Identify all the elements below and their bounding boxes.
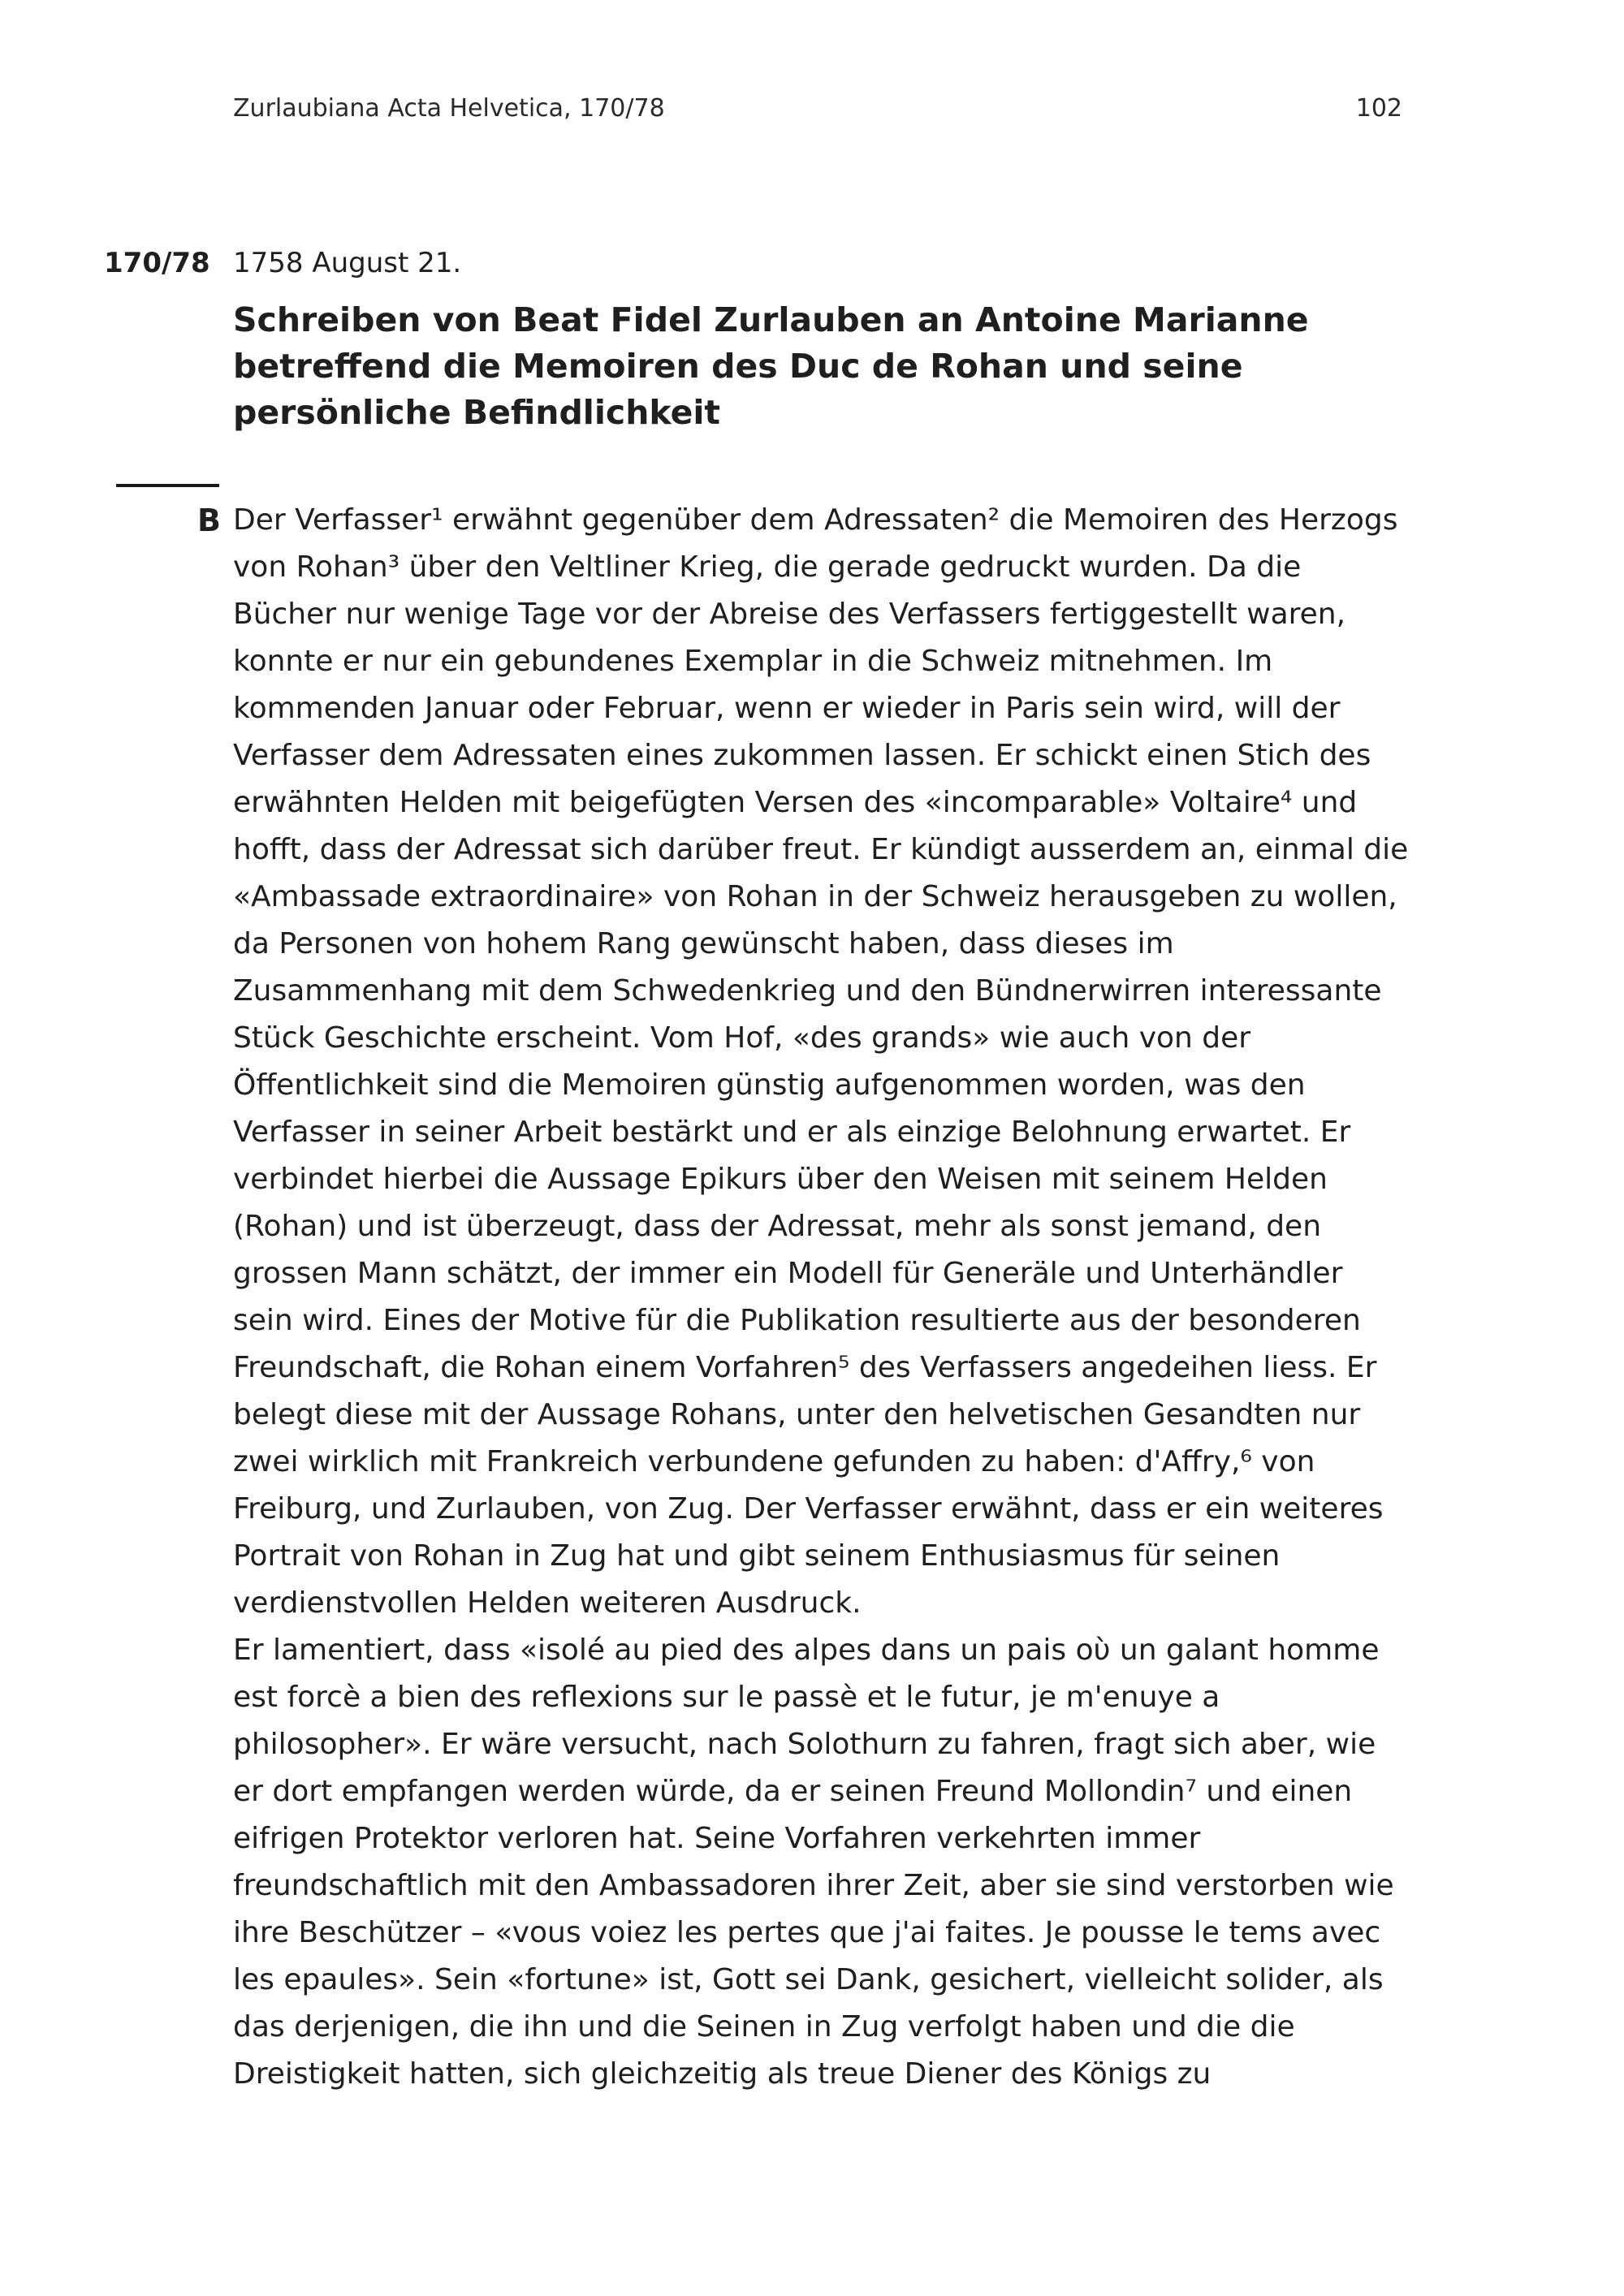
body-line: Freiburg, und Zurlauben, von Zug. Der Verfasser erwähnt, dass er ein weiteres [233, 1492, 1384, 1526]
page-number: 102 [1355, 94, 1402, 123]
body-line: konnte er nur ein gebundenes Exemplar in die Schweiz mitnehmen. Im [233, 645, 1273, 678]
title-line: persönliche Befindlichkeit [233, 393, 721, 432]
body-line: er dort empfangen werden würde, da er seinen Freund Mollondin⁷ und einen [233, 1775, 1353, 1808]
body-line: (Rohan) und ist überzeugt, dass der Adressat, mehr als sonst jemand, den [233, 1210, 1322, 1243]
body-line: Stück Geschichte erscheint. Vom Hof, «des grands» wie auch von der [233, 1021, 1251, 1055]
body-line: kommenden Januar oder Februar, wenn er wieder in Paris sein wird, will der [233, 692, 1341, 725]
body-line: «Ambassade extraordinaire» von Rohan in der Schweiz herausgeben zu wollen, [233, 880, 1397, 913]
body-line: hofft, dass der Adressat sich darüber freut. Er kündigt ausserdem an, einmal die [233, 833, 1409, 866]
body-line: Er lamentiert, dass «isolé au pied des alpes dans un pais oὺ un galant homme [233, 1634, 1380, 1667]
body-line: sein wird. Eines der Motive für die Publikation resultierte aus der besonderen [233, 1304, 1361, 1337]
body-line: Verfasser in seiner Arbeit bestärkt und er als einzige Belohnung erwartet. Er [233, 1116, 1351, 1149]
body-line: eifrigen Protektor verloren hat. Seine Vorfahren verkehrten immer [233, 1822, 1201, 1855]
body-line: Zusammenhang mit dem Schwedenkrieg und den Bündnerwirren interessante [233, 974, 1382, 1008]
entry-number: 170/78 [104, 247, 210, 279]
body-line: philosopher». Er wäre versucht, nach Solothurn zu fahren, fragt sich aber, wie [233, 1728, 1376, 1761]
body-line: Portrait von Rohan in Zug hat und gibt seinem Enthusiasmus für seinen [233, 1539, 1281, 1573]
body-line: von Rohan³ über den Veltliner Krieg, die gerade gedruckt wurden. Da die [233, 550, 1302, 584]
body-line: Dreistigkeit hatten, sich gleichzeitig als treue Diener des Königs zu [233, 2057, 1212, 2091]
section-rule [116, 484, 219, 487]
body-line: verbindet hierbei die Aussage Epikurs über den Weisen mit seinem Helden [233, 1163, 1328, 1196]
body-line: verdienstvollen Helden weiteren Ausdruck. [233, 1586, 862, 1620]
running-head [233, 91, 1402, 127]
body-line: erwähnten Helden mit beigefügten Versen des «incomparable» Voltaire⁴ und [233, 786, 1358, 819]
source-siglum: B [197, 503, 221, 538]
body-line: zwei wirklich mit Frankreich verbundene gefunden zu haben: d'Affry,⁶ von [233, 1445, 1315, 1478]
body-line: les epaules». Sein «fortune» ist, Gott sei Dank, gesichert, vielleicht solider, als [233, 1963, 1384, 1996]
body-line: ihre Beschützer – «vous voiez les pertes que j'ai faites. Je pousse le tems avec [233, 1916, 1381, 1949]
body-line: das derjenigen, die ihn und die Seinen in Zug verfolgt haben und die die [233, 2010, 1295, 2044]
body-line: grossen Mann schätzt, der immer ein Modell für Generäle und Unterhändler [233, 1257, 1343, 1290]
title-line: betreffend die Memoiren des Duc de Rohan und seine [233, 347, 1243, 386]
body-line: Bücher nur wenige Tage vor der Abreise des Verfassers fertiggestellt waren, [233, 598, 1346, 631]
body-line: Der Verfasser¹ erwähnt gegenüber dem Adressaten² die Memoiren des Herzogs [233, 503, 1398, 537]
body-line: freundschaftlich mit den Ambassadoren ihrer Zeit, aber sie sind verstorben wie [233, 1869, 1394, 1902]
body-line: da Personen von hohem Rang gewünscht haben, dass dieses im [233, 927, 1174, 960]
entry-title [233, 297, 1313, 436]
body-line: est forcè a bien des reflexions sur le passè et le futur, je m'enuye a [233, 1681, 1220, 1714]
body-line: Freundschaft, die Rohan einem Vorfahren⁵ des Verfassers angedeihen liess. Er [233, 1351, 1377, 1384]
body-line: Verfasser dem Adressaten eines zukommen lassen. Er schickt einen Stich des [233, 739, 1371, 772]
running-title: Zurlaubiana Acta Helvetica, 170/78 [233, 94, 665, 123]
title-line: Schreiben von Beat Fidel Zurlauben an Antoine Marianne [233, 300, 1309, 339]
body-line: Öffentlichkeit sind die Memoiren günstig aufgenommen worden, was den [233, 1068, 1306, 1102]
body-line: belegt diese mit der Aussage Rohans, unter den helvetischen Gesandten nur [233, 1398, 1361, 1431]
entry-date: 1758 August 21. [233, 247, 462, 279]
regest-body [233, 497, 1419, 2098]
